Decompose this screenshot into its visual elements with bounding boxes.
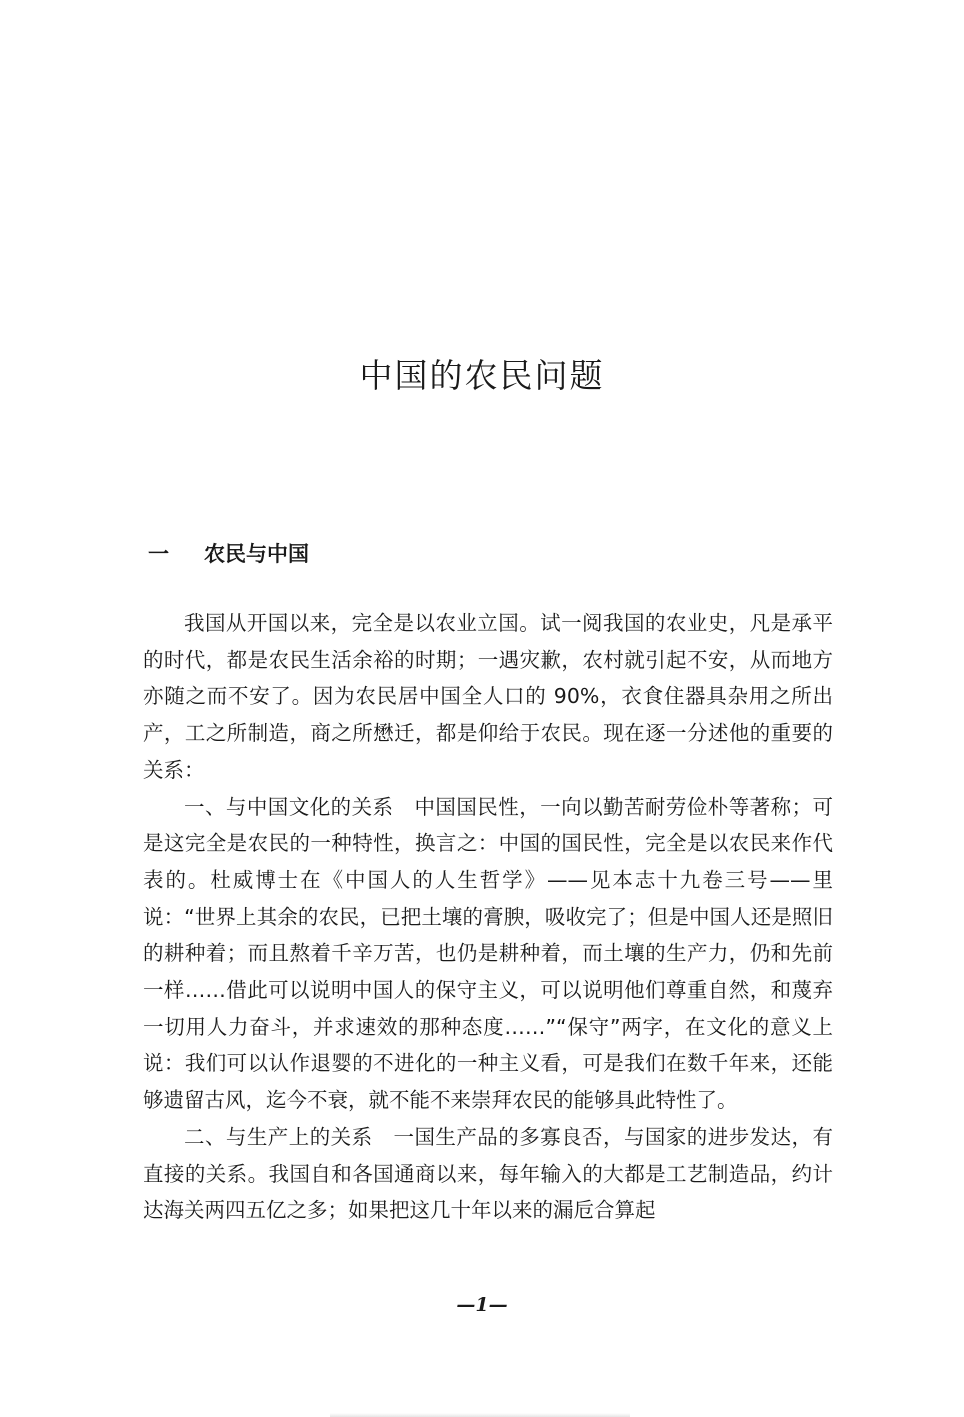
section-number: 一 [148, 542, 169, 566]
body-text [143, 605, 833, 1229]
page-number: —1— [456, 1294, 508, 1316]
section-heading-text: 农民与中国 [204, 542, 309, 566]
page-title: 中国的农民问题 [359, 356, 605, 395]
paragraph: 二、与生产上的关系 一国生产品的多寡良否，与国家的进步发达，有直接的关系。我国自和各国通商以来，每年输入的大都是工艺制造品，约计达海关两四五亿之多；如果把这几十年以来的漏卮合算起 [143, 1124, 833, 1223]
section-heading [148, 538, 309, 568]
paragraph: 我国从开国以来，完全是以农业立国。试一阅我国的农业史，凡是承平的时代，都是农民生活余裕的时期；一遇灾歉，农村就引起不安，从而地方亦随之而不安了。因为农民居中国全人口的 90%，衣食住器具杂用之所出产，工之所制造，商之所懋迁，都是仰给于农民。现在逐一分述他的重要的关系： [143, 611, 833, 782]
paragraph: 一、与中国文化的关系 中国国民性，一向以勤苦耐劳俭朴等著称；可是这完全是农民的一种特性，换言之：中国的国民性，完全是以农民来作代表的。杜威博士在《中国人的人生哲学》——见本志十九卷三号——里说：“世界上其余的农民，已把土壤的膏腴，吸收完了；但是中国人还是照旧的耕种着；而且熬着千辛万苦，也仍是耕种着，而土壤的生产力，仍和先前一样……借此可以说明中国人的保守主义，可以说明他们尊重自然，和蔑弃一切用人力奋斗，并求速效的那种态度……”“保守”两字，在文化的意义上说：我们可以认作退婴的不进化的一种主义看，可是我们在数千年来，还能够遗留古风，迄今不衰，就不能不来崇拜农民的能够具此特性了。 [143, 794, 833, 1113]
scan-edge [330, 1413, 630, 1417]
